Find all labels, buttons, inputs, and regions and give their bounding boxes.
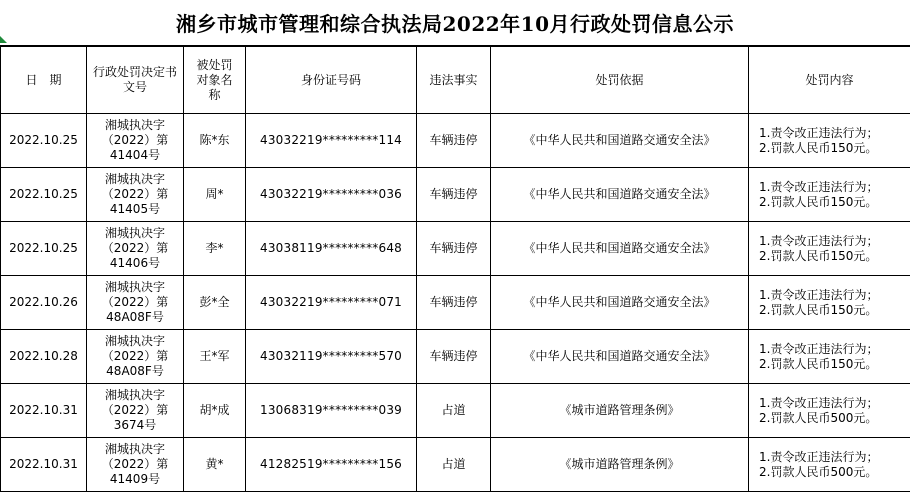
cell-name: 王*军 [184, 330, 246, 384]
doc-no-line: 湘城执决字 [104, 280, 165, 294]
cell-content [749, 330, 910, 384]
cell-violation: 车辆违停 [417, 330, 491, 384]
cell-doc-no [87, 114, 184, 168]
doc-no-line: 41404号 [109, 148, 161, 162]
header-id-no: 身份证号码 [246, 47, 417, 114]
header-violation: 违法事实 [417, 47, 491, 114]
doc-no-line: 41405号 [109, 202, 161, 216]
cell-basis: 《中华人民共和国道路交通安全法》 [491, 276, 749, 330]
cell-basis: 《中华人民共和国道路交通安全法》 [491, 222, 749, 276]
doc-no-line: 3674号 [113, 418, 157, 432]
cell-basis: 《城市道路管理条例》 [491, 384, 749, 438]
cell-doc-no [87, 168, 184, 222]
cell-date: 2022.10.26 [1, 276, 87, 330]
cell-violation: 车辆违停 [417, 222, 491, 276]
content-line: 2.罚款人民币500元。 [759, 464, 878, 479]
cell-content [749, 222, 910, 276]
content-line: 2.罚款人民币500元。 [759, 410, 878, 425]
doc-no-line: 48A08F号 [106, 364, 164, 378]
cell-id-no: 43032219*********036 [246, 168, 417, 222]
content-line: 1.责令改正违法行为； [759, 287, 879, 302]
header-name: 被处罚对象名称 [184, 47, 246, 114]
cell-doc-no [87, 276, 184, 330]
cell-date: 2022.10.31 [1, 384, 87, 438]
doc-no-line: （2022）第 [101, 295, 169, 309]
header-content: 处罚内容 [749, 47, 910, 114]
cell-date: 2022.10.25 [1, 222, 87, 276]
cell-id-no: 43038119*********648 [246, 222, 417, 276]
cell-doc-no [87, 222, 184, 276]
cell-name: 彭*全 [184, 276, 246, 330]
doc-no-line: 41406号 [109, 256, 161, 270]
doc-no-line: 湘城执决字 [104, 118, 165, 132]
content-line: 1.责令改正违法行为； [759, 341, 879, 356]
cell-name: 陈*东 [184, 114, 246, 168]
cell-id-no: 41282519*********156 [246, 438, 417, 492]
cell-content [749, 168, 910, 222]
table-row [1, 168, 910, 222]
cell-name: 李* [184, 222, 246, 276]
cell-violation: 车辆违停 [417, 168, 491, 222]
content-line: 2.罚款人民币150元。 [759, 356, 878, 371]
content-line: 1.责令改正违法行为； [759, 179, 879, 194]
cell-content [749, 276, 910, 330]
cell-doc-no [87, 384, 184, 438]
penalty-table [0, 46, 910, 492]
cell-id-no: 43032219*********071 [246, 276, 417, 330]
cell-date: 2022.10.31 [1, 438, 87, 492]
doc-no-line: （2022）第 [101, 403, 169, 417]
doc-no-line: （2022）第 [101, 349, 169, 363]
doc-no-line: （2022）第 [101, 187, 169, 201]
content-line: 2.罚款人民币150元。 [759, 194, 878, 209]
cell-content [749, 114, 910, 168]
cell-basis: 《中华人民共和国道路交通安全法》 [491, 114, 749, 168]
doc-no-line: 48A08F号 [106, 310, 164, 324]
cell-name: 周* [184, 168, 246, 222]
table-row [1, 384, 910, 438]
cell-content [749, 438, 910, 492]
cell-id-no: 13068319*********039 [246, 384, 417, 438]
cell-date: 2022.10.28 [1, 330, 87, 384]
cell-doc-no [87, 438, 184, 492]
table-row [1, 330, 910, 384]
content-line: 1.责令改正违法行为； [759, 125, 879, 140]
content-line: 1.责令改正违法行为； [759, 233, 879, 248]
header-row [1, 47, 910, 114]
table-row [1, 222, 910, 276]
header-basis: 处罚依据 [491, 47, 749, 114]
doc-no-line: 湘城执决字 [104, 172, 165, 186]
doc-no-line: （2022）第 [101, 241, 169, 255]
table-row [1, 276, 910, 330]
doc-no-line: 湘城执决字 [104, 226, 165, 240]
cell-violation: 占道 [417, 384, 491, 438]
title-bar [0, 0, 910, 46]
header-doc-no: 行政处罚决定书文号 [87, 47, 184, 114]
content-line: 1.责令改正违法行为； [759, 449, 879, 464]
cell-violation: 占道 [417, 438, 491, 492]
cell-date: 2022.10.25 [1, 114, 87, 168]
table-row [1, 438, 910, 492]
cell-name: 胡*成 [184, 384, 246, 438]
cell-basis: 《中华人民共和国道路交通安全法》 [491, 168, 749, 222]
doc-no-line: 湘城执决字 [104, 334, 165, 348]
cell-violation: 车辆违停 [417, 114, 491, 168]
page-title: 湘乡市城市管理和综合执法局2022年10月行政处罚信息公示 [176, 12, 734, 36]
cell-date: 2022.10.25 [1, 168, 87, 222]
content-line: 2.罚款人民币150元。 [759, 302, 878, 317]
doc-no-line: （2022）第 [101, 133, 169, 147]
cell-basis: 《城市道路管理条例》 [491, 438, 749, 492]
cell-id-no: 43032219*********114 [246, 114, 417, 168]
header-date: 日 期 [1, 47, 87, 114]
cell-id-no: 43032119*********570 [246, 330, 417, 384]
cell-content [749, 384, 910, 438]
cell-doc-no [87, 330, 184, 384]
content-line: 2.罚款人民币150元。 [759, 140, 878, 155]
doc-no-line: （2022）第 [101, 457, 169, 471]
cell-name: 黄* [184, 438, 246, 492]
cell-basis: 《中华人民共和国道路交通安全法》 [491, 330, 749, 384]
doc-no-line: 41409号 [109, 472, 161, 486]
doc-no-line: 湘城执决字 [104, 388, 165, 402]
table-row [1, 114, 910, 168]
doc-no-line: 湘城执决字 [104, 442, 165, 456]
content-line: 2.罚款人民币150元。 [759, 248, 878, 263]
content-line: 1.责令改正违法行为； [759, 395, 879, 410]
cell-violation: 车辆违停 [417, 276, 491, 330]
cell-corner-marker [0, 36, 7, 43]
